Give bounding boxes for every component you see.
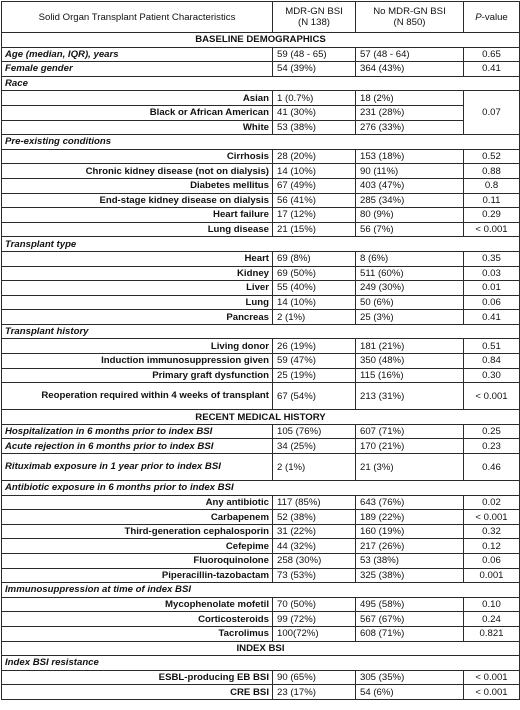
row-label: Lung disease	[2, 222, 273, 237]
p-value: 0.11	[464, 193, 520, 208]
header-no-mdr-label: No MDR-GN BSI	[373, 6, 446, 17]
mdr-gn-value: 56 (41%)	[273, 193, 356, 208]
no-mdr-gn-value: 56 (7%)	[356, 222, 464, 237]
mdr-gn-value: 105 (76%)	[273, 424, 356, 439]
p-value: 0.65	[464, 47, 520, 62]
header-row	[2, 2, 520, 33]
table-row	[2, 295, 520, 310]
table-row	[2, 670, 520, 685]
row-label: Liver	[2, 281, 273, 296]
table-row	[2, 164, 520, 179]
header-p-value	[464, 2, 520, 33]
p-value: 0.51	[464, 339, 520, 354]
mdr-gn-value: 1 (0.7%)	[273, 91, 356, 106]
no-mdr-gn-value: 50 (6%)	[356, 295, 464, 310]
mdr-gn-value: 17 (12%)	[273, 208, 356, 223]
p-value: < 0.001	[464, 222, 520, 237]
table-row	[2, 208, 520, 223]
row-label: Black or African American	[2, 105, 273, 120]
p-value: < 0.001	[464, 510, 520, 525]
p-value: 0.32	[464, 524, 520, 539]
p-value: 0.52	[464, 149, 520, 164]
row-label: Fluoroquinolone	[2, 554, 273, 569]
mdr-gn-value: 14 (10%)	[273, 164, 356, 179]
no-mdr-gn-value: 115 (16%)	[356, 368, 464, 383]
row-label: Diabetes mellitus	[2, 178, 273, 193]
section-header-row	[2, 33, 520, 48]
row-label: Carbapenem	[2, 510, 273, 525]
p-value: 0.06	[464, 295, 520, 310]
table-row	[2, 368, 520, 383]
p-value: 0.001	[464, 568, 520, 583]
table-row	[2, 354, 520, 369]
no-mdr-gn-value: 511 (60%)	[356, 266, 464, 281]
no-mdr-gn-value: 217 (26%)	[356, 539, 464, 554]
table-row	[2, 554, 520, 569]
mdr-gn-value: 41 (30%)	[273, 105, 356, 120]
p-value: 0.01	[464, 281, 520, 296]
mdr-gn-value: 34 (25%)	[273, 439, 356, 454]
no-mdr-gn-value: 21 (3%)	[356, 454, 464, 481]
table-row	[2, 120, 520, 135]
table-row	[2, 91, 520, 106]
row-label: Chronic kidney disease (not on dialysis)	[2, 164, 273, 179]
p-value: 0.07	[464, 91, 520, 135]
mdr-gn-value: 21 (15%)	[273, 222, 356, 237]
table-row	[2, 105, 520, 120]
table-row	[2, 424, 520, 439]
no-mdr-gn-value: 285 (34%)	[356, 193, 464, 208]
header-no-mdr-n: (N 850)	[393, 17, 426, 28]
p-value: 0.8	[464, 178, 520, 193]
mdr-gn-value: 2 (1%)	[273, 454, 356, 481]
p-value: 0.06	[464, 554, 520, 569]
header-characteristics: Solid Organ Transplant Patient Characteristics	[2, 2, 273, 33]
table-row	[2, 510, 520, 525]
table-row	[2, 439, 520, 454]
header-p-rest: -value	[481, 11, 508, 23]
table-row	[2, 626, 520, 641]
subsection-header-row	[2, 481, 520, 496]
p-value: 0.29	[464, 208, 520, 223]
row-label: Any antibiotic	[2, 495, 273, 510]
row-label: Heart failure	[2, 208, 273, 223]
table-row	[2, 62, 520, 77]
row-label: Asian	[2, 91, 273, 106]
row-label: ESBL-producing EB BSI	[2, 670, 273, 685]
no-mdr-gn-value: 305 (35%)	[356, 670, 464, 685]
section-title: INDEX BSI	[2, 641, 520, 656]
mdr-gn-value: 14 (10%)	[273, 295, 356, 310]
row-label: Lung	[2, 295, 273, 310]
no-mdr-gn-value: 189 (22%)	[356, 510, 464, 525]
table-row	[2, 193, 520, 208]
subsection-header-row	[2, 76, 520, 91]
no-mdr-gn-value: 364 (43%)	[356, 62, 464, 77]
no-mdr-gn-value: 53 (38%)	[356, 554, 464, 569]
no-mdr-gn-value: 608 (71%)	[356, 626, 464, 641]
table-row	[2, 524, 520, 539]
p-value: 0.02	[464, 495, 520, 510]
subsection-title: Pre-existing conditions	[2, 135, 520, 150]
row-label: Age (median, IQR), years	[2, 47, 273, 62]
p-value: 0.12	[464, 539, 520, 554]
no-mdr-gn-value: 350 (48%)	[356, 354, 464, 369]
header-mdr-gn-bsi	[273, 2, 356, 33]
table-row	[2, 149, 520, 164]
row-label: White	[2, 120, 273, 135]
row-label: Pancreas	[2, 310, 273, 325]
table-row	[2, 339, 520, 354]
mdr-gn-value: 73 (53%)	[273, 568, 356, 583]
table-row	[2, 281, 520, 296]
p-value: < 0.001	[464, 383, 520, 410]
row-label: Tacrolimus	[2, 626, 273, 641]
table-row	[2, 495, 520, 510]
row-label: Cirrhosis	[2, 149, 273, 164]
p-value: 0.41	[464, 310, 520, 325]
mdr-gn-value: 100(72%)	[273, 626, 356, 641]
p-value: 0.821	[464, 626, 520, 641]
mdr-gn-value: 28 (20%)	[273, 149, 356, 164]
mdr-gn-value: 54 (39%)	[273, 62, 356, 77]
mdr-gn-value: 26 (19%)	[273, 339, 356, 354]
section-title: BASELINE DEMOGRAPHICS	[2, 33, 520, 48]
section-title: RECENT MEDICAL HISTORY	[2, 410, 520, 425]
mdr-gn-value: 44 (32%)	[273, 539, 356, 554]
no-mdr-gn-value: 181 (21%)	[356, 339, 464, 354]
mdr-gn-value: 31 (22%)	[273, 524, 356, 539]
p-value: 0.23	[464, 439, 520, 454]
no-mdr-gn-value: 607 (71%)	[356, 424, 464, 439]
mdr-gn-value: 69 (8%)	[273, 251, 356, 266]
row-label: Corticosteroids	[2, 612, 273, 627]
mdr-gn-value: 69 (50%)	[273, 266, 356, 281]
subsection-title: Immunosuppression at time of index BSI	[2, 583, 520, 598]
subsection-title: Antibiotic exposure in 6 months prior to index BSI	[2, 481, 520, 496]
subsection-title: Transplant history	[2, 324, 520, 339]
no-mdr-gn-value: 276 (33%)	[356, 120, 464, 135]
row-label: Mycophenolate mofetil	[2, 597, 273, 612]
mdr-gn-value: 59 (48 - 65)	[273, 47, 356, 62]
table-row	[2, 685, 520, 700]
mdr-gn-value: 55 (40%)	[273, 281, 356, 296]
table-row	[2, 568, 520, 583]
mdr-gn-value: 53 (38%)	[273, 120, 356, 135]
subsection-header-row	[2, 656, 520, 671]
no-mdr-gn-value: 153 (18%)	[356, 149, 464, 164]
no-mdr-gn-value: 213 (31%)	[356, 383, 464, 410]
no-mdr-gn-value: 25 (3%)	[356, 310, 464, 325]
p-value: 0.35	[464, 251, 520, 266]
subsection-header-row	[2, 135, 520, 150]
mdr-gn-value: 52 (38%)	[273, 510, 356, 525]
subsection-header-row	[2, 237, 520, 252]
p-value: < 0.001	[464, 670, 520, 685]
no-mdr-gn-value: 8 (6%)	[356, 251, 464, 266]
table-body	[2, 33, 520, 700]
header-no-mdr-gn-bsi	[356, 2, 464, 33]
no-mdr-gn-value: 80 (9%)	[356, 208, 464, 223]
table-row	[2, 310, 520, 325]
subsection-title: Transplant type	[2, 237, 520, 252]
no-mdr-gn-value: 57 (48 - 64)	[356, 47, 464, 62]
row-label: Third-generation cephalosporin	[2, 524, 273, 539]
subsection-title: Race	[2, 76, 520, 91]
row-label: Primary graft dysfunction	[2, 368, 273, 383]
no-mdr-gn-value: 90 (11%)	[356, 164, 464, 179]
table-row	[2, 178, 520, 193]
p-value: 0.03	[464, 266, 520, 281]
table-row	[2, 222, 520, 237]
p-value: 0.88	[464, 164, 520, 179]
table-row	[2, 612, 520, 627]
subsection-title: Index BSI resistance	[2, 656, 520, 671]
no-mdr-gn-value: 403 (47%)	[356, 178, 464, 193]
table-row	[2, 383, 520, 410]
no-mdr-gn-value: 567 (67%)	[356, 612, 464, 627]
no-mdr-gn-value: 231 (28%)	[356, 105, 464, 120]
no-mdr-gn-value: 170 (21%)	[356, 439, 464, 454]
row-label: CRE BSI	[2, 685, 273, 700]
row-label: Acute rejection in 6 months prior to index BSI	[2, 439, 273, 454]
p-value: 0.10	[464, 597, 520, 612]
mdr-gn-value: 258 (30%)	[273, 554, 356, 569]
table-row	[2, 266, 520, 281]
table-row	[2, 454, 520, 481]
mdr-gn-value: 99 (72%)	[273, 612, 356, 627]
no-mdr-gn-value: 160 (19%)	[356, 524, 464, 539]
p-value: 0.25	[464, 424, 520, 439]
no-mdr-gn-value: 325 (38%)	[356, 568, 464, 583]
p-value: 0.30	[464, 368, 520, 383]
subsection-header-row	[2, 324, 520, 339]
table-row	[2, 47, 520, 62]
row-label: Living donor	[2, 339, 273, 354]
row-label: Kidney	[2, 266, 273, 281]
mdr-gn-value: 67 (54%)	[273, 383, 356, 410]
row-label: Reoperation required within 4 weeks of transplant	[2, 383, 273, 410]
row-label: Cefepime	[2, 539, 273, 554]
section-header-row	[2, 641, 520, 656]
no-mdr-gn-value: 643 (76%)	[356, 495, 464, 510]
header-mdr-n: (N 138)	[298, 17, 330, 28]
row-label: Female gender	[2, 62, 273, 77]
section-header-row	[2, 410, 520, 425]
row-label: Rituximab exposure in 1 year prior to index BSI	[2, 454, 273, 481]
row-label: Hospitalization in 6 months prior to index BSI	[2, 424, 273, 439]
p-value: 0.84	[464, 354, 520, 369]
mdr-gn-value: 23 (17%)	[273, 685, 356, 700]
header-mdr-label: MDR-GN BSI	[285, 6, 343, 17]
mdr-gn-value: 59 (47%)	[273, 354, 356, 369]
no-mdr-gn-value: 495 (58%)	[356, 597, 464, 612]
no-mdr-gn-value: 18 (2%)	[356, 91, 464, 106]
mdr-gn-value: 25 (19%)	[273, 368, 356, 383]
p-value: 0.41	[464, 62, 520, 77]
table-row	[2, 539, 520, 554]
mdr-gn-value: 2 (1%)	[273, 310, 356, 325]
no-mdr-gn-value: 54 (6%)	[356, 685, 464, 700]
subsection-header-row	[2, 583, 520, 598]
table-row	[2, 251, 520, 266]
table-row	[2, 597, 520, 612]
patient-characteristics-table	[1, 1, 520, 700]
row-label: End-stage kidney disease on dialysis	[2, 193, 273, 208]
p-value: < 0.001	[464, 685, 520, 700]
row-label: Induction immunosuppression given	[2, 354, 273, 369]
p-value: 0.24	[464, 612, 520, 627]
row-label: Piperacillin-tazobactam	[2, 568, 273, 583]
p-value: 0.46	[464, 454, 520, 481]
mdr-gn-value: 70 (50%)	[273, 597, 356, 612]
no-mdr-gn-value: 249 (30%)	[356, 281, 464, 296]
mdr-gn-value: 90 (65%)	[273, 670, 356, 685]
mdr-gn-value: 67 (49%)	[273, 178, 356, 193]
row-label: Heart	[2, 251, 273, 266]
header-p-italic: P	[475, 11, 482, 23]
mdr-gn-value: 117 (85%)	[273, 495, 356, 510]
